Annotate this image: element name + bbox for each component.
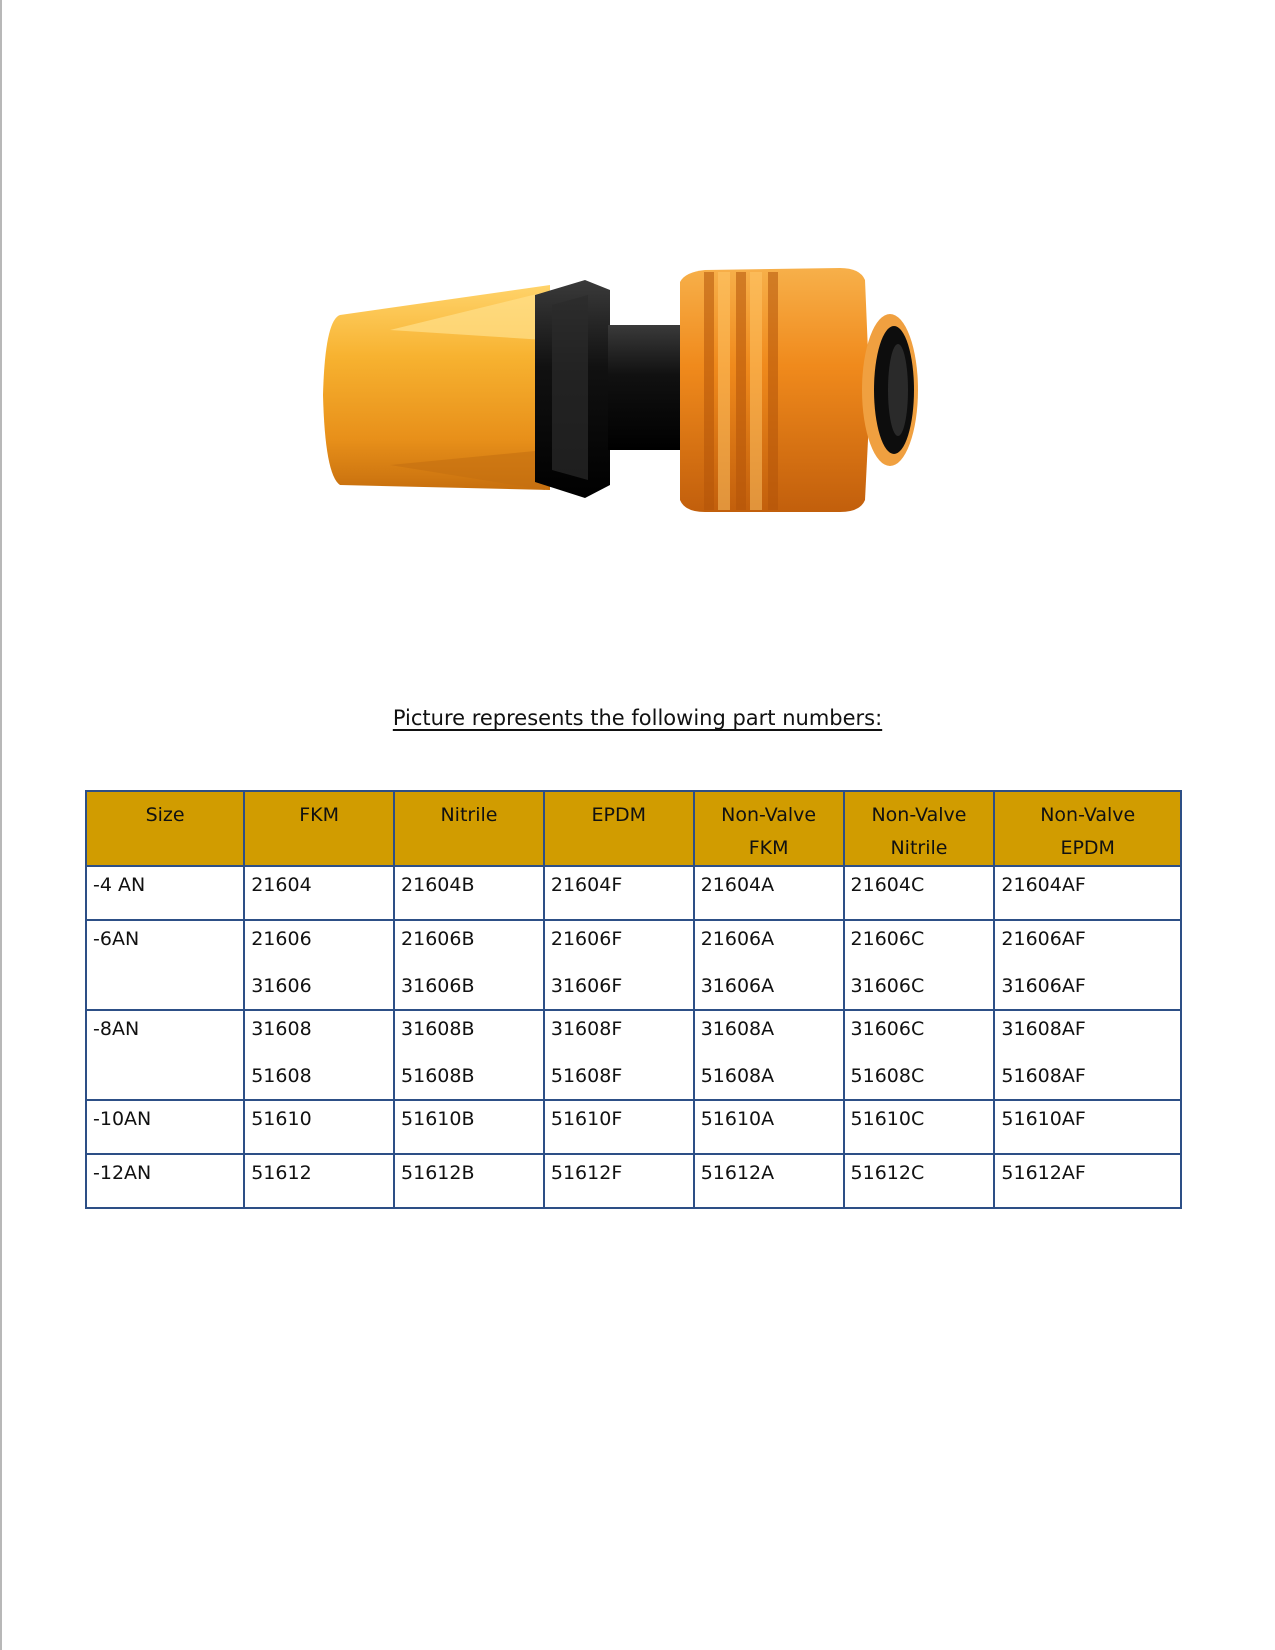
table-row <box>86 1100 1181 1154</box>
table-cell: 51612B <box>394 1154 544 1208</box>
table-caption: Picture represents the following part numbers: <box>392 706 883 730</box>
size-cell: -8AN <box>86 1010 244 1100</box>
header-nitrile: Nitrile <box>394 791 544 866</box>
table-cell: 31608 51608 <box>244 1010 394 1100</box>
table-cell: 21606 31606 <box>244 920 394 1010</box>
size-cell: -4 AN <box>86 866 244 920</box>
table-cell: 21606B 31606B <box>394 920 544 1010</box>
table-cell: 21604F <box>544 866 694 920</box>
table-cell: 21606C 31606C <box>844 920 995 1010</box>
table-cell: 31608B 51608B <box>394 1010 544 1100</box>
table-cell: 51612AF <box>994 1154 1181 1208</box>
table-cell: 21604AF <box>994 866 1181 920</box>
header-epdm: EPDM <box>544 791 694 866</box>
table-cell: 51610C <box>844 1100 995 1154</box>
page-edge <box>0 0 2 1650</box>
header-fkm: FKM <box>244 791 394 866</box>
table-row <box>86 1154 1181 1208</box>
table-cell: 21604C <box>844 866 995 920</box>
header-size: Size <box>86 791 244 866</box>
header-nonvalve-epdm: Non-Valve EPDM <box>994 791 1181 866</box>
table-cell: 31606C 51608C <box>844 1010 995 1100</box>
part-number-table <box>85 790 1182 1209</box>
black-stem <box>608 325 680 450</box>
table-row <box>86 866 1181 920</box>
table-cell: 21606AF 31606AF <box>994 920 1181 1010</box>
size-cell: -10AN <box>86 1100 244 1154</box>
table-cell: 51610AF <box>994 1100 1181 1154</box>
table-cell: 31608F 51608F <box>544 1010 694 1100</box>
header-row <box>86 791 1181 866</box>
table-cell: 21604B <box>394 866 544 920</box>
table-cell: 51610 <box>244 1100 394 1154</box>
table-cell: 21606A 31606A <box>694 920 844 1010</box>
table-cell: 51612C <box>844 1154 995 1208</box>
header-nonvalve-nitrile: Non-Valve Nitrile <box>844 791 995 866</box>
table-cell: 51612F <box>544 1154 694 1208</box>
table-cell: 21604A <box>694 866 844 920</box>
table-cell: 51610B <box>394 1100 544 1154</box>
table-cell: 31608A 51608A <box>694 1010 844 1100</box>
table-cell: 21606F 31606F <box>544 920 694 1010</box>
size-cell: -6AN <box>86 920 244 1010</box>
table-cell: 51612 <box>244 1154 394 1208</box>
fitting-illustration <box>320 250 970 550</box>
header-nonvalve-fkm: Non-Valve FKM <box>694 791 844 866</box>
table-cell: 21604 <box>244 866 394 920</box>
size-cell: -12AN <box>86 1154 244 1208</box>
table-row <box>86 920 1181 1010</box>
table-cell: 51610F <box>544 1100 694 1154</box>
table-cell: 51610A <box>694 1100 844 1154</box>
table-row <box>86 1010 1181 1100</box>
table-cell: 31608AF 51608AF <box>994 1010 1181 1100</box>
table-cell: 51612A <box>694 1154 844 1208</box>
